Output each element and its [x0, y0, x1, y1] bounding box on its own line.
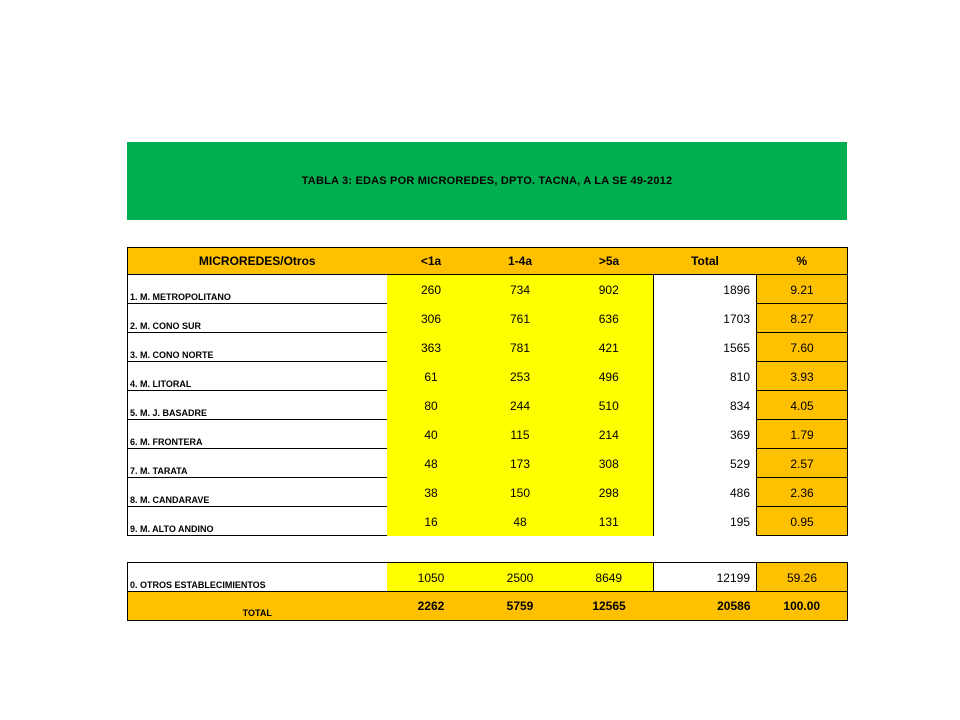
cell-percent: 7.60 [757, 333, 848, 362]
cell-gt5: 636 [565, 304, 654, 333]
cell-percent: 4.05 [757, 391, 848, 420]
total-gt5: 12565 [565, 592, 654, 621]
otros-percent: 59.26 [757, 563, 848, 592]
cell-lt1: 61 [387, 362, 476, 391]
table-row [128, 507, 848, 536]
total-row [128, 592, 848, 621]
header-total: Total [654, 248, 757, 275]
cell-percent: 0.95 [757, 507, 848, 536]
cell-gt5: 131 [565, 507, 654, 536]
cell-1-4: 48 [476, 507, 565, 536]
header-row [128, 248, 848, 275]
total-1-4: 5759 [476, 592, 565, 621]
cell-total: 529 [654, 449, 757, 478]
cell-total: 369 [654, 420, 757, 449]
otros-gt5: 8649 [565, 563, 654, 592]
cell-1-4: 173 [476, 449, 565, 478]
cell-1-4: 244 [476, 391, 565, 420]
row-name: 2. M. CONO SUR [128, 304, 387, 333]
table-title: TABLA 3: EDAS POR MICROREDES, DPTO. TACNA, A LA SE 49-2012 [301, 175, 673, 187]
cell-lt1: 38 [387, 478, 476, 507]
cell-percent: 9.21 [757, 275, 848, 304]
cell-gt5: 902 [565, 275, 654, 304]
cell-total: 1703 [654, 304, 757, 333]
cell-lt1: 16 [387, 507, 476, 536]
header-microredes: MICROREDES/Otros [128, 248, 387, 275]
cell-total: 486 [654, 478, 757, 507]
cell-percent: 3.93 [757, 362, 848, 391]
cell-lt1: 80 [387, 391, 476, 420]
cell-1-4: 761 [476, 304, 565, 333]
cell-total: 810 [654, 362, 757, 391]
total-percent: 100.00 [757, 592, 848, 621]
otros-total: 12199 [654, 563, 757, 592]
cell-gt5: 214 [565, 420, 654, 449]
row-name: 1. M. METROPOLITANO [128, 275, 387, 304]
cell-gt5: 496 [565, 362, 654, 391]
header-percent: % [757, 248, 848, 275]
table-row [128, 275, 848, 304]
cell-1-4: 734 [476, 275, 565, 304]
table-row [128, 362, 848, 391]
table-row [128, 420, 848, 449]
cell-gt5: 308 [565, 449, 654, 478]
cell-percent: 8.27 [757, 304, 848, 333]
otros-1-4: 2500 [476, 563, 565, 592]
row-name: 9. M. ALTO ANDINO [128, 507, 387, 536]
table-row [128, 333, 848, 362]
row-name: 4. M. LITORAL [128, 362, 387, 391]
cell-lt1: 260 [387, 275, 476, 304]
row-name: 3. M. CONO NORTE [128, 333, 387, 362]
header-1-4: 1-4a [476, 248, 565, 275]
row-name: 5. M. J. BASADRE [128, 391, 387, 420]
cell-lt1: 363 [387, 333, 476, 362]
table-row [128, 391, 848, 420]
cell-lt1: 48 [387, 449, 476, 478]
cell-1-4: 253 [476, 362, 565, 391]
cell-total: 834 [654, 391, 757, 420]
cell-1-4: 150 [476, 478, 565, 507]
row-name: 6. M. FRONTERA [128, 420, 387, 449]
cell-percent: 2.57 [757, 449, 848, 478]
spacer-cell [128, 536, 848, 563]
header-lt1: <1a [387, 248, 476, 275]
table-row [128, 449, 848, 478]
cell-gt5: 421 [565, 333, 654, 362]
cell-percent: 1.79 [757, 420, 848, 449]
cell-total: 1565 [654, 333, 757, 362]
spacer-row [128, 536, 848, 563]
otros-lt1: 1050 [387, 563, 476, 592]
row-name: 7. M. TARATA [128, 449, 387, 478]
otros-row [128, 563, 848, 592]
row-name: 8. M. CANDARAVE [128, 478, 387, 507]
cell-1-4: 781 [476, 333, 565, 362]
title-banner [127, 142, 847, 220]
cell-gt5: 298 [565, 478, 654, 507]
total-lt1: 2262 [387, 592, 476, 621]
table-row [128, 478, 848, 507]
cell-total: 1896 [654, 275, 757, 304]
total-label: TOTAL [128, 592, 387, 621]
total-total: 20586 [654, 592, 757, 621]
header-gt5: >5a [565, 248, 654, 275]
table-row [128, 304, 848, 333]
microredes-table [127, 247, 848, 621]
cell-lt1: 40 [387, 420, 476, 449]
cell-lt1: 306 [387, 304, 476, 333]
cell-gt5: 510 [565, 391, 654, 420]
cell-percent: 2.36 [757, 478, 848, 507]
cell-1-4: 115 [476, 420, 565, 449]
otros-name: 0. OTROS ESTABLECIMIENTOS [128, 563, 387, 592]
cell-total: 195 [654, 507, 757, 536]
